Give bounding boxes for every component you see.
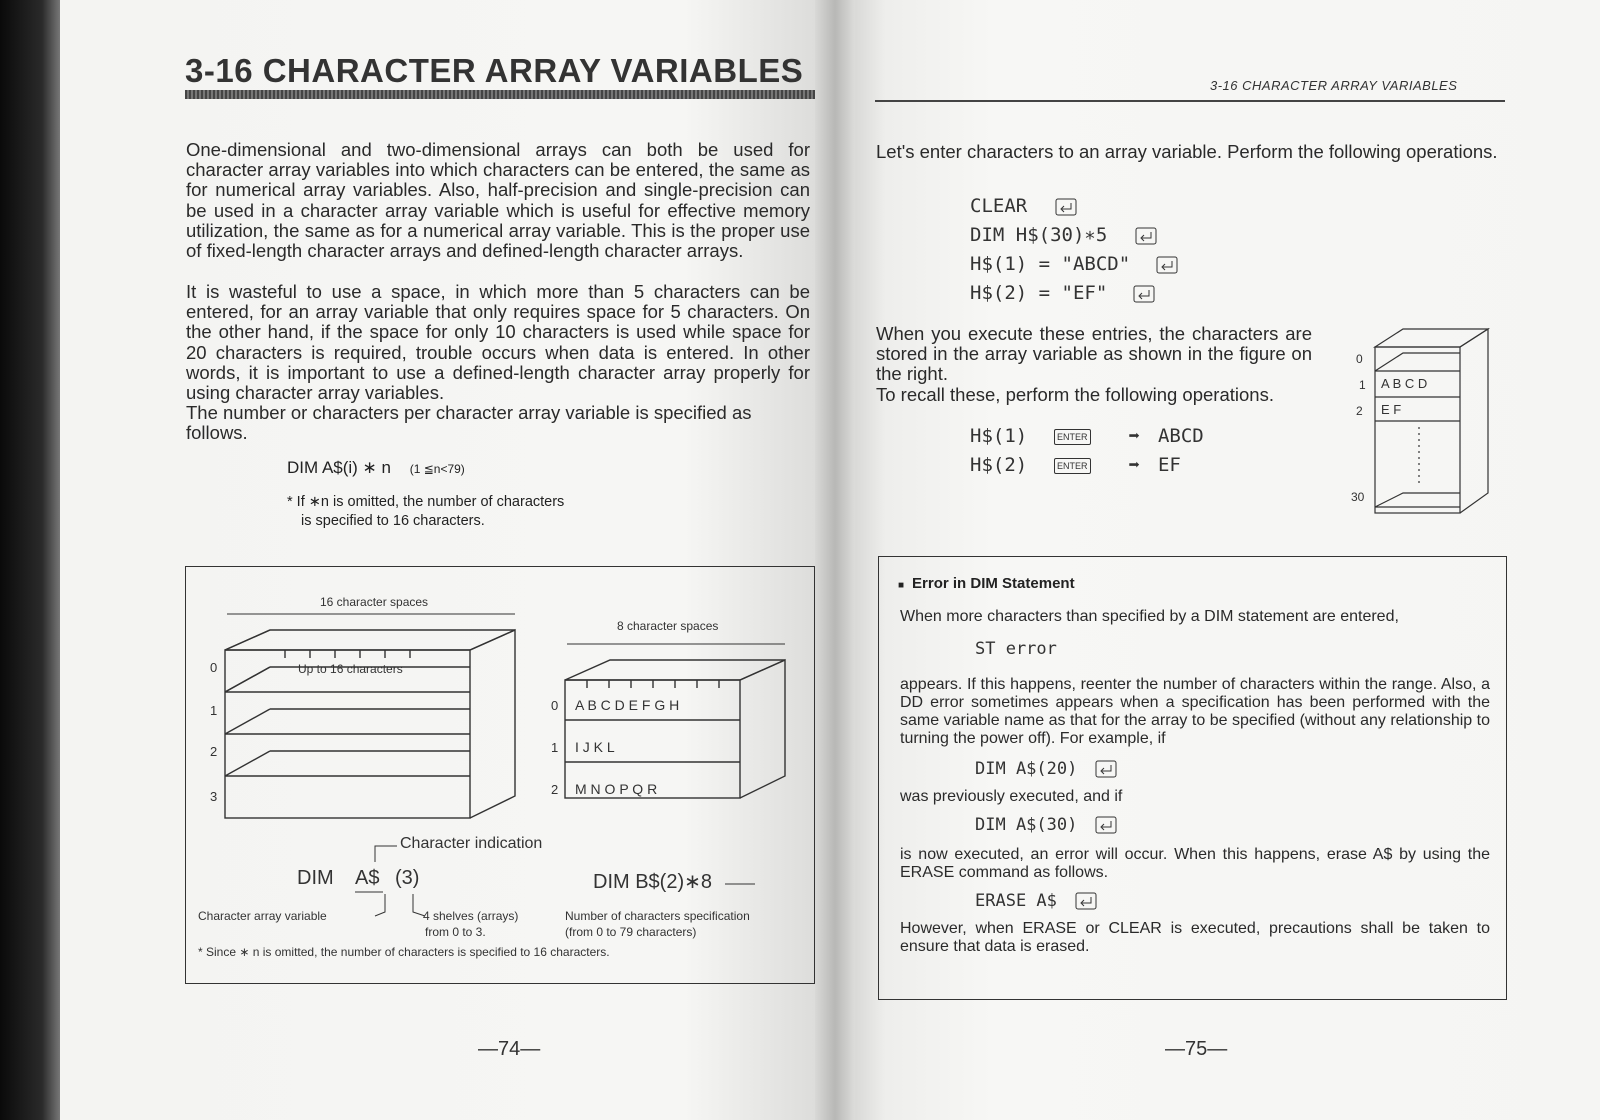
return-key-icon (1095, 816, 1117, 834)
intro-paragraph: Let's enter characters to an array variable. Perform the following operations. (876, 141, 1498, 162)
recall-list (970, 422, 1204, 480)
error-code-3-row: DIM A$(30) (975, 816, 1490, 834)
shelf-diagram (185, 566, 815, 984)
error-p5: However, when ERASE or CLEAR is executed, precautions shall be taken to ensure that data is erased. (900, 920, 1490, 955)
recall-paragraph: To recall these, perform the following operations. (876, 384, 1274, 405)
enter-key-icon: ENTER (1054, 458, 1091, 474)
command-line: CLEAR (970, 192, 1178, 221)
error-code-1: ST error (975, 639, 1057, 659)
mini-row-content-2: E F (1381, 402, 1402, 417)
dim-right-statement: DIM B$(2)∗8 (593, 871, 713, 893)
page-number-right: —75— (1165, 1038, 1228, 1060)
right-row-index-1: 1 (551, 740, 559, 755)
left-cabinet (225, 614, 515, 818)
dim-left-keyword: DIM (297, 867, 334, 889)
ann-character-array-variable: Character array variable (198, 909, 327, 923)
array-mini-figure (1345, 325, 1495, 520)
error-p4: is now executed, an error will occur. When this happens, erase A$ by using the ERASE command as follows. (900, 846, 1490, 881)
error-code-2-row: DIM A$(20) (975, 760, 1490, 778)
right-row-index-2: 2 (551, 782, 559, 797)
ann-spec-line-1: Number of characters specification (565, 909, 750, 923)
error-code-4-row: ERASE A$ (975, 892, 1490, 910)
paragraph-3: The number or characters per character array variable is specified as follows. (186, 402, 752, 444)
dim-note (287, 493, 564, 531)
command-line: H$(2) = "EF" (970, 279, 1178, 308)
return-key-icon (1156, 256, 1178, 274)
paragraph-1: One-dimensional and two-dimensional arrays can both be used for character array variables into which characters can be entered, the same as for numerical array variables. Also, half-precision and single-precision can be used in a character array variable which is useful for effective memory utilization, the same as for a numerical array variable. This is the proper use of fixed-length character arrays and defined-length character arrays. (186, 139, 810, 262)
running-header: 3-16 CHARACTER ARRAY VARIABLES (1210, 78, 1458, 93)
dim-note-line-1: * If ∗n is omitted, the number of characters (287, 494, 565, 510)
ann-shelves-line-2: from 0 to 3. (425, 925, 486, 939)
right-row-content-2: M N O P Q R (575, 781, 658, 797)
book-spine-shadow (0, 0, 60, 1120)
ann-spec-line-2: (from 0 to 79 characters) (565, 925, 697, 939)
stored-paragraph: When you execute these entries, the characters are stored in the array variable as shown in the figure on the right. (876, 323, 1312, 385)
error-p1: When more characters than specified by a DIM statement are entered, (900, 608, 1399, 625)
dim-syntax-text: DIM A$(i) ∗ n (287, 458, 391, 477)
return-key-icon (1135, 227, 1157, 245)
return-key-icon (1055, 198, 1077, 216)
paragraph-2: It is wasteful to use a space, in which more than 5 characters can be entered, for an array variable that only requires space for 5 characters. On the other hand, if the space for only 10 characters is used while space for 20 characters is required, trouble occurs when data is entered. In other words, it is important to use a defined-length character array properly for using character array variables. (186, 281, 810, 404)
dim-left-var: A$ (355, 867, 380, 889)
arrow-right-icon: ➡ (1128, 454, 1140, 476)
book-gutter (815, 0, 855, 1120)
recall-row: H$(2) ENTER ➡ EF (970, 451, 1204, 480)
page-title: 3-16 CHARACTER ARRAY VARIABLES (185, 52, 804, 89)
error-p2: appears. If this happens, reenter the number of characters within the range. Also, a DD error sometimes appears when a specification has been performed with the same variable name as that for the array to be specified (without any relationship to turning the power off). For example, if (900, 676, 1490, 747)
title-underline (185, 90, 815, 99)
arrow-right-icon: ➡ (1128, 425, 1140, 447)
dim-syntax-range: (1 ≦n<79) (409, 462, 465, 476)
recall-row: H$(1) ENTER ➡ ABCD (970, 422, 1204, 451)
dim-left-index: (3) (395, 867, 420, 889)
right-cabinet (565, 644, 785, 798)
page-number-left: —74— (478, 1038, 541, 1060)
right-row-content-1: I J K L (575, 739, 615, 755)
return-key-icon (1075, 892, 1097, 910)
mini-row-index-0: 0 (1356, 352, 1363, 366)
left-row-index-0: 0 (210, 660, 218, 675)
char-indication-label: Character indication (400, 835, 543, 852)
command-list (970, 192, 1178, 308)
mini-row-content-1: A B C D (1381, 376, 1428, 391)
left-row-index-3: 3 (210, 789, 218, 804)
bullet-square-icon: ■ (898, 580, 905, 591)
right-span-label: 8 character spaces (617, 619, 719, 633)
command-line: H$(1) = "ABCD" (970, 250, 1178, 279)
mini-row-index-1: 1 (1359, 378, 1366, 392)
left-inner-label: Up to 16 characters (298, 662, 403, 676)
left-row-index-2: 2 (210, 744, 218, 759)
left-row-index-1: 1 (210, 703, 218, 718)
error-body (900, 608, 1490, 956)
enter-key-icon: ENTER (1054, 429, 1091, 445)
command-line: DIM H$(30)∗5 (970, 221, 1178, 250)
error-p3: was previously executed, and if (900, 788, 1123, 805)
figure-footnote: * Since ∗ n is omitted, the number of characters is specified to 16 characters. (198, 945, 610, 959)
mini-row-index-2: 2 (1356, 404, 1363, 418)
right-row-content-0: A B C D E F G H (575, 697, 680, 713)
left-span-label: 16 character spaces (320, 595, 429, 609)
dim-note-line-2: is specified to 16 characters. (301, 513, 485, 529)
return-key-icon (1095, 760, 1117, 778)
dim-syntax (287, 458, 465, 478)
return-key-icon (1133, 285, 1155, 303)
ann-shelves-line-1: 4 shelves (arrays) (423, 909, 519, 923)
error-heading: ■ Error in DIM Statement (898, 575, 1075, 592)
mini-row-index-30: 30 (1351, 490, 1365, 504)
right-row-index-0: 0 (551, 698, 559, 713)
header-rule (875, 100, 1505, 102)
